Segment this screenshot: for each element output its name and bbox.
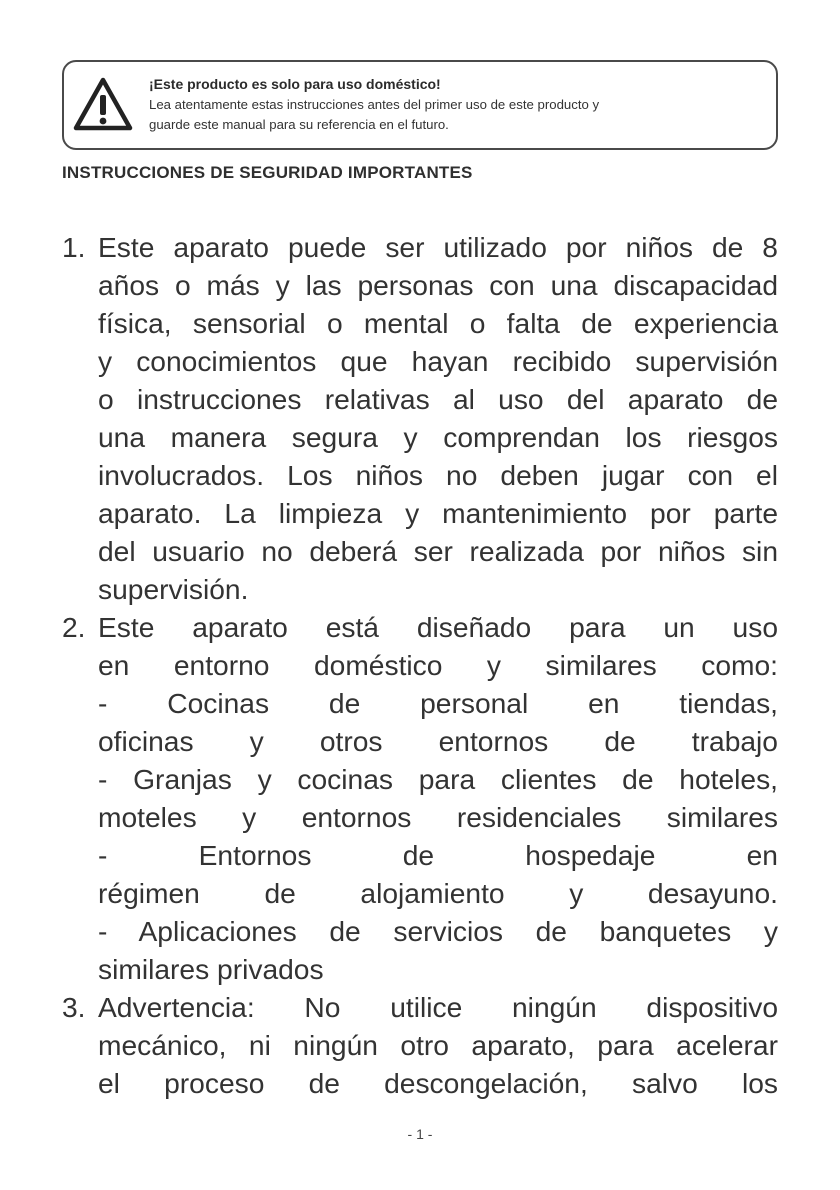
instruction-item-3 (62, 988, 778, 1102)
instruction-item-2 (62, 608, 778, 988)
instruction-line: Advertencia: No utilice ningún dispositivo (98, 991, 778, 1023)
warning-title: ¡Este producto es solo para uso doméstico! (149, 76, 441, 92)
instruction-line: involucrados. Los niños no deben jugar con el (98, 459, 778, 491)
instruction-line: física, sensorial o mental o falta de experiencia (98, 307, 778, 339)
instruction-number: 1. (62, 231, 86, 263)
instruction-line: Este aparato puede ser utilizado por niños de 8 (98, 231, 778, 263)
instruction-line: - Granjas y cocinas para clientes de hoteles, (98, 763, 778, 795)
instruction-line: en entorno doméstico y similares como: (98, 649, 778, 681)
instruction-line: y conocimientos que hayan recibido supervisión (98, 345, 778, 377)
instruction-number: 2. (62, 611, 86, 643)
instruction-line: el proceso de descongelación, salvo los (98, 1067, 778, 1099)
instruction-line: oficinas y otros entornos de trabajo (98, 725, 778, 757)
instruction-line: similares privados (98, 953, 324, 985)
warning-body-line-1: Lea atentamente estas instrucciones antes del primer uso de este producto y (149, 97, 600, 112)
instruction-line: - Entornos de hospedaje en (98, 839, 778, 871)
page-number: - 1 - (407, 1126, 433, 1142)
instruction-line: aparato. La limpieza y mantenimiento por parte (98, 497, 778, 529)
instruction-line: mecánico, ni ningún otro aparato, para acelerar (98, 1029, 778, 1061)
warning-body (149, 95, 774, 135)
instruction-line: moteles y entornos residenciales similares (98, 801, 778, 833)
instruction-item-1 (62, 228, 778, 608)
instruction-line: supervisión. (98, 573, 249, 605)
section-heading: INSTRUCCIONES DE SEGURIDAD IMPORTANTES (62, 163, 473, 182)
warning-body-line-2: guarde este manual para su referencia en el futuro. (149, 117, 449, 132)
instruction-line: Este aparato está diseñado para un uso (98, 611, 778, 643)
instruction-line: años o más y las personas con una discapacidad (98, 269, 778, 301)
instruction-line: del usuario no deberá ser realizada por niños sin (98, 535, 778, 567)
instruction-line: o instrucciones relativas al uso del aparato de (98, 383, 778, 415)
instruction-number: 3. (62, 991, 86, 1023)
safety-instructions-list (62, 228, 778, 1102)
instruction-line: - Cocinas de personal en tiendas, (98, 687, 778, 719)
warning-triangle-icon (72, 76, 134, 132)
warning-notice-box (62, 60, 778, 150)
instruction-line: una manera segura y comprendan los riesgos (98, 421, 778, 453)
instruction-line: régimen de alojamiento y desayuno. (98, 877, 778, 909)
instruction-line: - Aplicaciones de servicios de banquetes y (98, 915, 778, 947)
